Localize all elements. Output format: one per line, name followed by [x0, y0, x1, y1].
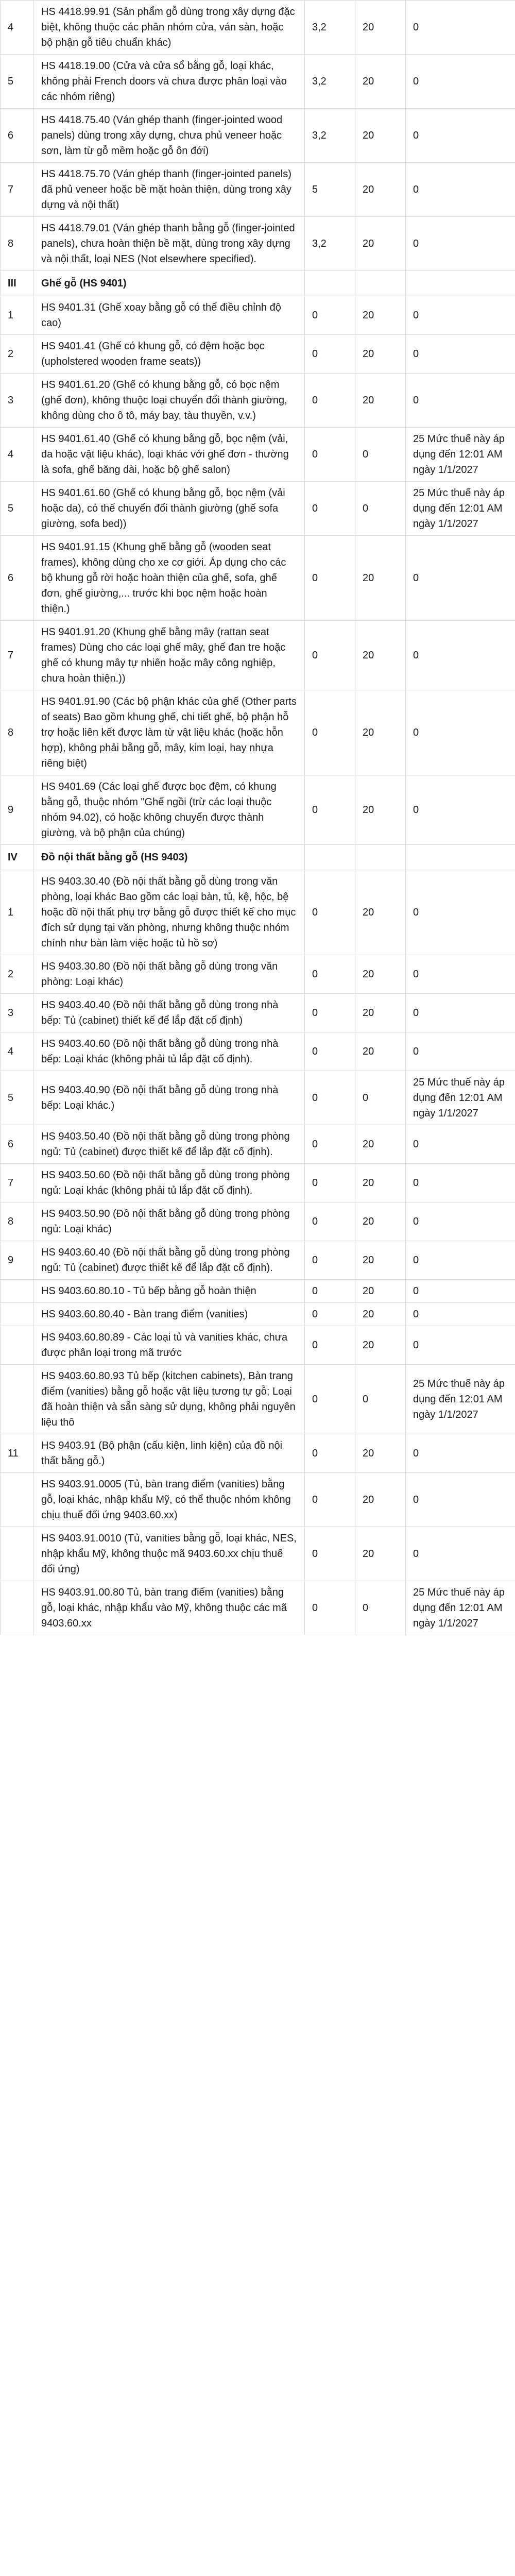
rate-cell-2: 20: [355, 870, 406, 955]
rate-cell-3: 0: [406, 109, 515, 163]
row-number: 2: [1, 955, 34, 994]
empty-cell: [355, 845, 406, 870]
hs-code-description: HS 9403.40.40 (Đồ nội thất bằng gỗ dùng trong nhà bếp: Tủ (cabinet) thiết kế để lắp đặt cố định): [34, 994, 305, 1032]
section-header-row: [1, 271, 515, 296]
rate-cell-2: 20: [355, 163, 406, 217]
rate-cell-3: 0: [406, 163, 515, 217]
row-number: 3: [1, 374, 34, 428]
hs-code-description: HS 9403.40.90 (Đồ nội thất bằng gỗ dùng trong nhà bếp: Loại khác.): [34, 1071, 305, 1125]
row-number: 6: [1, 1125, 34, 1164]
rate-cell-1: 0: [305, 1303, 355, 1326]
rate-cell-2: 0: [355, 482, 406, 536]
rate-cell-2: 20: [355, 1434, 406, 1473]
hs-code-description: HS 9403.60.80.93 Tủ bếp (kitchen cabinets), Bàn trang điểm (vanities) bằng gỗ hoặc vật liệu tương tự gỗ; Loại đã hoàn thiện và sẵn sàng sử dụng, không phải nguyên liệu thô: [34, 1365, 305, 1434]
rate-cell-1: 0: [305, 1032, 355, 1071]
rate-cell-1: 0: [305, 482, 355, 536]
row-number: [1, 1326, 34, 1365]
row-number: 8: [1, 690, 34, 775]
hs-code-description: HS 4418.99.91 (Sản phẩm gỗ dùng trong xây dựng đặc biệt, không thuộc các phân nhóm cửa, ván sàn, hoặc bộ phận gỗ tiêu chuẩn khác): [34, 1, 305, 55]
table-row: [1, 217, 515, 271]
empty-cell: [406, 271, 515, 296]
rate-cell-3: 0: [406, 690, 515, 775]
hs-code-description: HS 9401.31 (Ghế xoay bằng gỗ có thể điều chỉnh độ cao): [34, 296, 305, 335]
rate-cell-1: 0: [305, 621, 355, 690]
tariff-table-body: [1, 1, 515, 1635]
rate-cell-1: 0: [305, 955, 355, 994]
table-row: [1, 55, 515, 109]
table-row: [1, 536, 515, 621]
hs-code-description: HS 9401.69 (Các loại ghế được bọc đệm, có khung bằng gỗ, thuộc nhóm "Ghế ngồi (trừ các loại thuộc nhóm 94.02), có hoặc không chuyển được thành giường, và bộ phận của chúng): [34, 775, 305, 845]
row-number: [1, 1280, 34, 1303]
rate-cell-2: 20: [355, 296, 406, 335]
row-number: 5: [1, 55, 34, 109]
row-number: 7: [1, 1164, 34, 1202]
row-number: [1, 1303, 34, 1326]
table-row: [1, 1581, 515, 1635]
table-row: [1, 374, 515, 428]
hs-code-description: HS 4418.75.70 (Ván ghép thanh (finger-jointed panels) đã phủ veneer hoặc bề mặt hoàn thiện, dùng trong xây dựng và nội thất): [34, 163, 305, 217]
rate-cell-3: 0: [406, 335, 515, 374]
section-number: III: [1, 271, 34, 296]
rate-cell-2: 20: [355, 55, 406, 109]
row-number: 7: [1, 621, 34, 690]
rate-cell-2: 20: [355, 1527, 406, 1581]
rate-cell-1: 0: [305, 1527, 355, 1581]
row-number: [1, 1581, 34, 1635]
table-row: [1, 1434, 515, 1473]
rate-cell-2: 20: [355, 1241, 406, 1280]
rate-cell-2: 20: [355, 536, 406, 621]
rate-cell-3: 0: [406, 1202, 515, 1241]
rate-cell-1: 0: [305, 335, 355, 374]
section-header-row: [1, 845, 515, 870]
rate-cell-3: 0: [406, 1032, 515, 1071]
hs-code-description: HS 4418.75.40 (Ván ghép thanh (finger-jointed wood panels) dùng trong xây dựng, chưa phủ veneer hoặc sơn, làm từ gỗ mềm hoặc gỗ ôn đới): [34, 109, 305, 163]
rate-cell-2: 20: [355, 994, 406, 1032]
rate-cell-1: 0: [305, 374, 355, 428]
table-row: [1, 1241, 515, 1280]
rate-cell-2: 20: [355, 775, 406, 845]
hs-code-description: HS 9401.61.40 (Ghế có khung bằng gỗ, bọc nệm (vải, da hoặc vật liệu khác), loại khác với ghế đơn - thường là sofa, ghế băng dài, hoặc bộ ghế salon): [34, 428, 305, 482]
rate-cell-1: 3,2: [305, 217, 355, 271]
table-row: [1, 1032, 515, 1071]
hs-code-description: HS 9403.50.90 (Đồ nội thất bằng gỗ dùng trong phòng ngủ: Loại khác): [34, 1202, 305, 1241]
row-number: 6: [1, 536, 34, 621]
rate-cell-2: 20: [355, 955, 406, 994]
rate-cell-2: 0: [355, 1071, 406, 1125]
empty-cell: [305, 271, 355, 296]
table-row: [1, 163, 515, 217]
hs-code-description: HS 9401.61.20 (Ghế có khung bằng gỗ, có bọc nệm (ghế đơn), không thuộc loại chuyển đổi thành giường, không dùng cho ô tô, máy bay, tàu thuyền, v.v.): [34, 374, 305, 428]
rate-cell-2: 20: [355, 1280, 406, 1303]
hs-code-description: HS 9403.91.00.80 Tủ, bàn trang điểm (vanities) bằng gỗ, loại khác, nhập khẩu vào Mỹ, không thuộc các mã 9403.60.xx: [34, 1581, 305, 1635]
rate-cell-3: 0: [406, 1434, 515, 1473]
rate-cell-2: 20: [355, 335, 406, 374]
row-number: 6: [1, 109, 34, 163]
hs-code-description: HS 9403.60.80.40 - Bàn trang điểm (vanities): [34, 1303, 305, 1326]
row-number: 4: [1, 428, 34, 482]
table-row: [1, 1280, 515, 1303]
rate-cell-2: 20: [355, 1303, 406, 1326]
rate-cell-1: 0: [305, 1434, 355, 1473]
rate-cell-3: 0: [406, 621, 515, 690]
row-number: 8: [1, 217, 34, 271]
table-row: [1, 1071, 515, 1125]
rate-cell-1: 0: [305, 1202, 355, 1241]
table-row: [1, 1303, 515, 1326]
row-number: 9: [1, 775, 34, 845]
rate-cell-1: 0: [305, 1241, 355, 1280]
rate-cell-1: 0: [305, 1326, 355, 1365]
hs-code-description: HS 9403.30.40 (Đồ nội thất bằng gỗ dùng trong văn phòng, loại khác Bao gồm các loại bàn, tủ, kệ, hộc, bệ hoặc đồ nội thất phụ trợ bằng gỗ được thiết kế cho mục đích sử dụng tại văn phòng, nhưng không thuộc nhóm chính như bàn làm việc hoặc tủ hồ sơ): [34, 870, 305, 955]
rate-cell-1: 5: [305, 163, 355, 217]
rate-cell-3: 0: [406, 55, 515, 109]
row-number: 1: [1, 870, 34, 955]
table-row: [1, 775, 515, 845]
hs-code-description: HS 9403.60.80.10 - Tủ bếp bằng gỗ hoàn thiện: [34, 1280, 305, 1303]
empty-cell: [406, 845, 515, 870]
rate-cell-1: 0: [305, 1473, 355, 1527]
rate-cell-3: 0: [406, 296, 515, 335]
row-number: 4: [1, 1032, 34, 1071]
rate-cell-1: 3,2: [305, 1, 355, 55]
rate-cell-3: 0: [406, 1473, 515, 1527]
rate-cell-1: 0: [305, 1365, 355, 1434]
table-row: [1, 1202, 515, 1241]
rate-cell-3: 0: [406, 1280, 515, 1303]
rate-cell-2: 20: [355, 1032, 406, 1071]
hs-code-description: HS 9401.41 (Ghế có khung gỗ, có đệm hoặc bọc (upholstered wooden frame seats)): [34, 335, 305, 374]
rate-cell-3: 25 Mức thuế này áp dụng đến 12:01 AM ngày 1/1/2027: [406, 1365, 515, 1434]
rate-cell-3: 0: [406, 994, 515, 1032]
rate-cell-3: 0: [406, 217, 515, 271]
table-row: [1, 621, 515, 690]
section-title: Ghế gỗ (HS 9401): [34, 271, 305, 296]
row-number: 8: [1, 1202, 34, 1241]
rate-cell-3: 0: [406, 1326, 515, 1365]
rate-cell-2: 20: [355, 1202, 406, 1241]
rate-cell-1: 0: [305, 1125, 355, 1164]
table-row: [1, 1473, 515, 1527]
row-number: [1, 1527, 34, 1581]
empty-cell: [305, 845, 355, 870]
rate-cell-2: 20: [355, 690, 406, 775]
hs-code-description: HS 9403.60.40 (Đồ nội thất bằng gỗ dùng trong phòng ngủ: Tủ (cabinet) được thiết kế để lắp đặt cố định).: [34, 1241, 305, 1280]
hs-code-description: HS 9401.61.60 (Ghế có khung bằng gỗ, bọc nệm (vải hoặc da), có thể chuyển đổi thành giường (ghế sofa giường, sofa bed)): [34, 482, 305, 536]
rate-cell-3: 0: [406, 536, 515, 621]
rate-cell-3: 0: [406, 1164, 515, 1202]
row-number: 2: [1, 335, 34, 374]
table-row: [1, 1164, 515, 1202]
row-number: 3: [1, 994, 34, 1032]
row-number: 1: [1, 296, 34, 335]
rate-cell-2: 20: [355, 374, 406, 428]
hs-code-description: HS 9403.91 (Bộ phận (cấu kiện, linh kiện) của đồ nội thất bằng gỗ.): [34, 1434, 305, 1473]
hs-code-description: HS 9403.91.0005 (Tủ, bàn trang điểm (vanities) bằng gỗ, loại khác, nhập khẩu Mỹ, có thể thuộc nhóm không chịu thuế đối ứng 9403.60.xx): [34, 1473, 305, 1527]
row-number: 7: [1, 163, 34, 217]
rate-cell-2: 0: [355, 428, 406, 482]
rate-cell-3: 25 Mức thuế này áp dụng đến 12:01 AM ngày 1/1/2027: [406, 428, 515, 482]
rate-cell-3: 0: [406, 1125, 515, 1164]
table-row: [1, 994, 515, 1032]
rate-cell-3: 0: [406, 775, 515, 845]
section-number: IV: [1, 845, 34, 870]
table-row: [1, 870, 515, 955]
empty-cell: [355, 271, 406, 296]
section-title: Đồ nội thất bằng gỗ (HS 9403): [34, 845, 305, 870]
hs-code-description: HS 4418.79.01 (Ván ghép thanh bằng gỗ (finger-jointed panels), chưa hoàn thiện bề mặt, dùng trong xây dựng và nội thất, loại NES (Not elsewhere specified).: [34, 217, 305, 271]
rate-cell-3: 0: [406, 955, 515, 994]
rate-cell-3: 0: [406, 1527, 515, 1581]
table-row: [1, 1326, 515, 1365]
row-number: 4: [1, 1, 34, 55]
hs-code-description: HS 4418.19.00 (Cửa và cửa sổ bằng gỗ, loại khác, không phải French doors và chưa được phân loại vào các nhóm riêng): [34, 55, 305, 109]
rate-cell-1: 0: [305, 690, 355, 775]
table-row: [1, 690, 515, 775]
hs-code-description: HS 9401.91.90 (Các bộ phận khác của ghế (Other parts of seats) Bao gồm khung ghế, chi tiết ghế, bộ phận hỗ trợ hoặc liên kết được làm từ vật liệu khác (hoặc hỗn hợp), không phải bằng gỗ, mây, kim loại, hay nhựa riêng biệt): [34, 690, 305, 775]
rate-cell-3: 0: [406, 870, 515, 955]
rate-cell-3: 25 Mức thuế này áp dụng đến 12:01 AM ngày 1/1/2027: [406, 1071, 515, 1125]
rate-cell-2: 20: [355, 109, 406, 163]
hs-code-description: HS 9401.91.20 (Khung ghế bằng mây (rattan seat frames) Dùng cho các loại ghế mây, ghế đan tre hoặc ghế có khung mây tự nhiên hoặc mây công nghiệp, chưa hoàn thiện.)): [34, 621, 305, 690]
table-row: [1, 428, 515, 482]
row-number: 5: [1, 1071, 34, 1125]
rate-cell-3: 0: [406, 374, 515, 428]
rate-cell-1: 0: [305, 536, 355, 621]
hs-code-description: HS 9401.91.15 (Khung ghế bằng gỗ (wooden seat frames), không dùng cho xe cơ giới. Áp dụng cho các bộ khung gỗ rời hoặc hoàn thiện của ghế, sofa, ghế đơn, ghế giường,... trước khi bọc nệm hoặc hoàn thiện.): [34, 536, 305, 621]
rate-cell-3: 25 Mức thuế này áp dụng đến 12:01 AM ngày 1/1/2027: [406, 1581, 515, 1635]
rate-cell-3: 0: [406, 1241, 515, 1280]
table-row: [1, 1527, 515, 1581]
rate-cell-2: 0: [355, 1581, 406, 1635]
rate-cell-3: 0: [406, 1, 515, 55]
row-number: 5: [1, 482, 34, 536]
rate-cell-1: 0: [305, 296, 355, 335]
rate-cell-2: 20: [355, 1, 406, 55]
rate-cell-1: 0: [305, 1164, 355, 1202]
table-row: [1, 1365, 515, 1434]
rate-cell-1: 0: [305, 775, 355, 845]
rate-cell-1: 0: [305, 1280, 355, 1303]
rate-cell-1: 3,2: [305, 55, 355, 109]
table-row: [1, 296, 515, 335]
hs-code-description: HS 9403.50.40 (Đồ nội thất bằng gỗ dùng trong phòng ngủ: Tủ (cabinet) được thiết kế để lắp đặt cố định).: [34, 1125, 305, 1164]
rate-cell-2: 20: [355, 621, 406, 690]
rate-cell-3: 0: [406, 1303, 515, 1326]
hs-code-description: HS 9403.40.60 (Đồ nội thất bằng gỗ dùng trong nhà bếp: Loại khác (không phải tủ lắp đặt cố định).: [34, 1032, 305, 1071]
rate-cell-2: 20: [355, 1326, 406, 1365]
hs-code-description: HS 9403.91.0010 (Tủ, vanities bằng gỗ, loại khác, NES, nhập khẩu Mỹ, không thuộc mã 9403.60.xx chịu thuế đối ứng): [34, 1527, 305, 1581]
table-row: [1, 335, 515, 374]
table-row: [1, 955, 515, 994]
rate-cell-1: 0: [305, 1071, 355, 1125]
rate-cell-1: 3,2: [305, 109, 355, 163]
rate-cell-1: 0: [305, 1581, 355, 1635]
row-number: 9: [1, 1241, 34, 1280]
rate-cell-1: 0: [305, 870, 355, 955]
rate-cell-2: 20: [355, 1473, 406, 1527]
row-number: [1, 1473, 34, 1527]
hs-code-description: HS 9403.30.80 (Đồ nội thất bằng gỗ dùng trong văn phòng: Loại khác): [34, 955, 305, 994]
table-row: [1, 482, 515, 536]
rate-cell-1: 0: [305, 428, 355, 482]
table-row: [1, 1125, 515, 1164]
hs-code-description: HS 9403.60.80.89 - Các loại tủ và vanities khác, chưa được phân loại trong mã trước: [34, 1326, 305, 1365]
hs-code-description: HS 9403.50.60 (Đồ nội thất bằng gỗ dùng trong phòng ngủ: Loại khác (không phải tủ lắp đặt cố định).: [34, 1164, 305, 1202]
table-row: [1, 1, 515, 55]
rate-cell-2: 0: [355, 1365, 406, 1434]
rate-cell-2: 20: [355, 1125, 406, 1164]
table-row: [1, 109, 515, 163]
row-number: 11: [1, 1434, 34, 1473]
rate-cell-2: 20: [355, 1164, 406, 1202]
rate-cell-1: 0: [305, 994, 355, 1032]
row-number: [1, 1365, 34, 1434]
rate-cell-2: 20: [355, 217, 406, 271]
rate-cell-3: 25 Mức thuế này áp dụng đến 12:01 AM ngày 1/1/2027: [406, 482, 515, 536]
